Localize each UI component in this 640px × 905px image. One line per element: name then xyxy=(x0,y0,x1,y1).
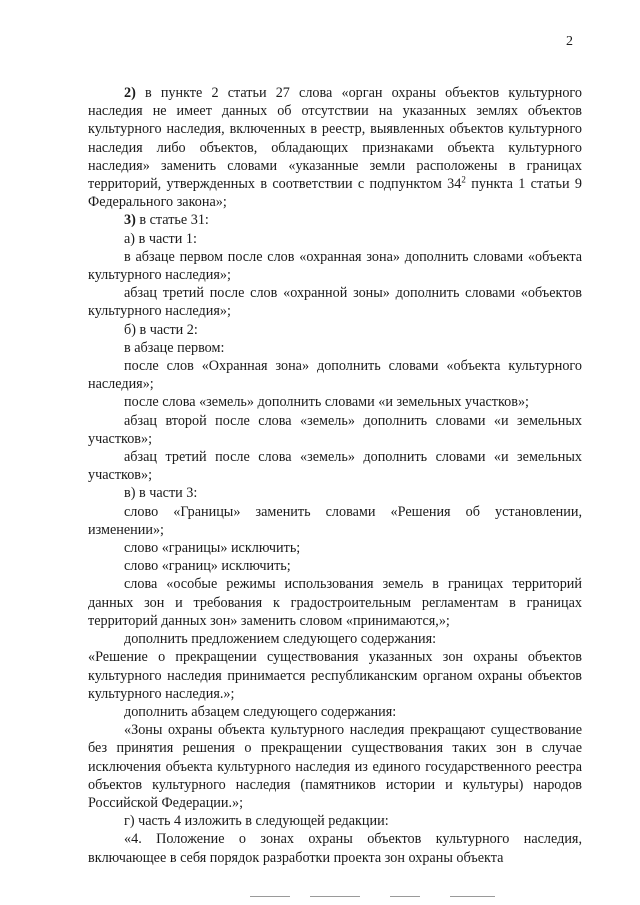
paragraph-text: абзац третий после слов «охранной зоны» дополнить словами «объектов культурного наследия»; xyxy=(88,285,582,320)
paragraph-p12 xyxy=(88,484,582,502)
paragraph-p19 xyxy=(88,703,582,721)
paragraph-p04 xyxy=(88,248,582,284)
paragraph-text: «4. Положение о зонах охраны объектов культурного наследия, включающее в себя порядок разработки проекта зон охраны объекта xyxy=(88,831,582,866)
paragraph-text: после слов «Охранная зона» дополнить словами «объекта культурного наследия»; xyxy=(88,358,582,393)
paragraph-p02 xyxy=(88,211,582,229)
paragraph-text: «Зоны охраны объекта культурного наследия прекращают существование без принятия решения о прекращении существования таких зон в случае исключения объекта культурного наследия из единого государственного реестра объектов культурного наследия (памятников истории и культуры) народов Российской Федерации.»; xyxy=(88,722,582,811)
paragraph-p05 xyxy=(88,284,582,320)
paragraph-text: в абзаце первом: xyxy=(124,339,225,356)
paragraph-text: абзац третий после слова «земель» дополнить словами «и земельных участков»; xyxy=(88,449,582,484)
paragraph-p21 xyxy=(88,812,582,830)
paragraph-text: в пункте 2 статьи 27 слова «орган охраны объектов культурного наследия не имеет данных об отсутствии на указанных землях объектов культурного наследия, включенных в реестр, выявленных объектов культурного наследия либо объектов, обладающих признаками объекта культурного наследия» заменить словами «указанные земли расположены в границах территорий, утвержденных в соответствии с подпунктом 34 xyxy=(88,85,582,193)
paragraph-p22 xyxy=(88,830,582,866)
paragraph-p10 xyxy=(88,412,582,448)
paragraph-text: дополнить абзацем следующего содержания: xyxy=(124,703,397,720)
list-marker: 3) xyxy=(124,212,136,229)
document-body xyxy=(88,84,582,867)
paragraph-p11 xyxy=(88,448,582,484)
scan-artifact xyxy=(390,896,420,897)
paragraph-text: после слова «земель» дополнить словами «и земельных участков»; xyxy=(124,394,529,411)
paragraph-text: б) в части 2: xyxy=(124,321,198,338)
list-marker: 2) xyxy=(124,85,136,101)
paragraph-p08 xyxy=(88,357,582,393)
page-number: 2 xyxy=(566,34,573,49)
paragraph-text: а) в части 1: xyxy=(124,230,197,247)
scan-artifact xyxy=(450,896,495,897)
paragraph-p01 xyxy=(88,84,582,211)
paragraph-p18 xyxy=(88,648,582,703)
paragraph-p14 xyxy=(88,539,582,557)
paragraph-text: г) часть 4 изложить в следующей редакции: xyxy=(124,813,389,830)
paragraph-text-continued: пункта 1 статьи 9 Федерального закона»; xyxy=(88,176,582,211)
paragraph-p09 xyxy=(88,393,582,411)
paragraph-text: слова «особые режимы использования земель в границах территорий данных зон и требования к градостроительным регламентам в границах территорий данных зон» заменить словом «принимаются,»; xyxy=(88,576,582,629)
scan-artifact xyxy=(310,896,360,897)
paragraph-text: слово «границ» исключить; xyxy=(124,558,291,575)
paragraph-text: в статье 31: xyxy=(135,212,209,229)
paragraph-text: дополнить предложением следующего содержания: xyxy=(124,631,437,648)
paragraph-p03 xyxy=(88,230,582,248)
paragraph-text: слово «границы» исключить; xyxy=(124,540,301,557)
paragraph-p13 xyxy=(88,503,582,539)
paragraph-text: «Решение о прекращении существования указанных зон охраны объектов культурного наследия принимается республиканским органом охраны объектов культурного наследия.»; xyxy=(88,649,582,702)
scan-artifact xyxy=(250,896,290,897)
paragraph-p06 xyxy=(88,321,582,339)
paragraph-p16 xyxy=(88,575,582,630)
paragraph-p20 xyxy=(88,721,582,812)
paragraph-p17 xyxy=(88,630,582,648)
paragraph-text: слово «Границы» заменить словами «Решения об установлении, изменении»; xyxy=(88,503,582,538)
paragraph-text: в) в части 3: xyxy=(124,485,198,502)
paragraph-text: абзац второй после слова «земель» дополнить словами «и земельных участков»; xyxy=(88,412,582,447)
paragraph-text: в абзаце первом после слов «охранная зона» дополнить словами «объекта культурного наследия»; xyxy=(88,248,582,284)
paragraph-p15 xyxy=(88,557,582,575)
superscript: 2 xyxy=(461,174,466,185)
paragraph-p07 xyxy=(88,339,582,357)
